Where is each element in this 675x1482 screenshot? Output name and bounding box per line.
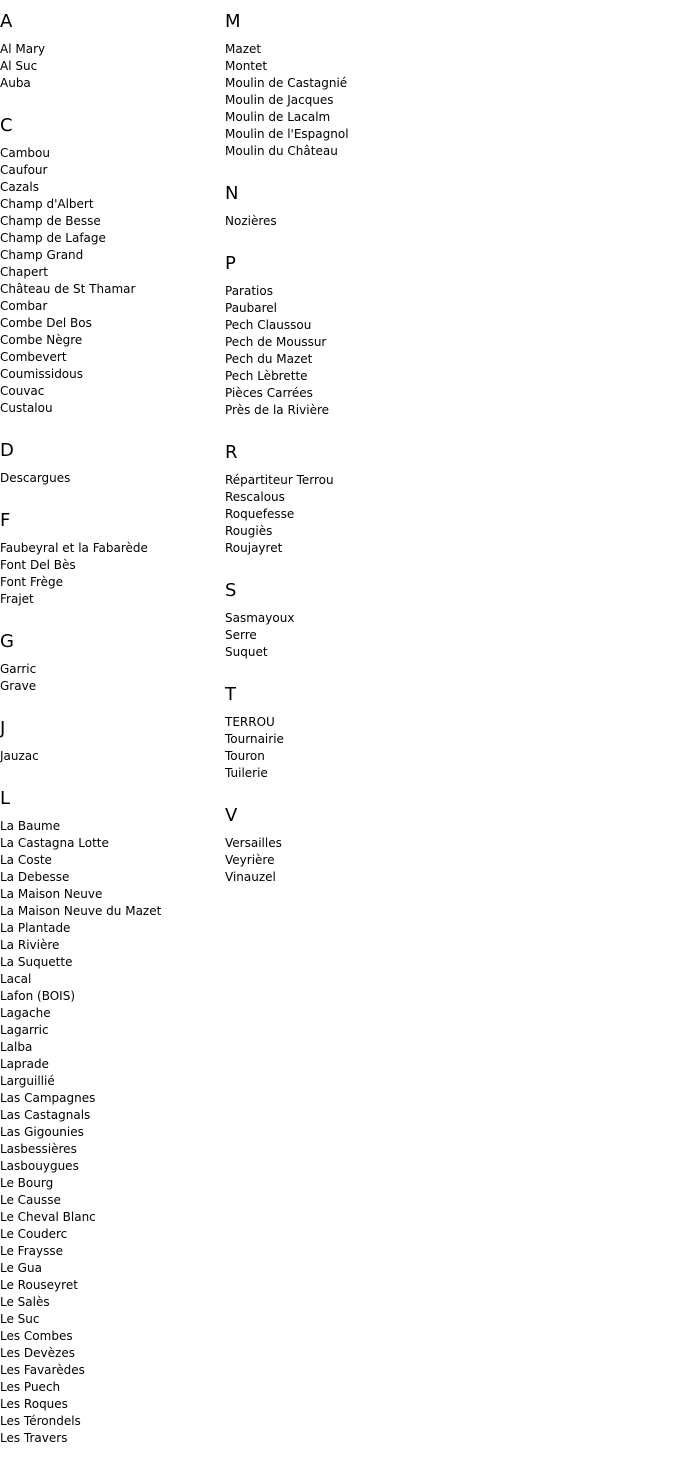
place-link[interactable]: Le Causse — [0, 1193, 61, 1207]
list-item — [0, 1328, 225, 1345]
letter-section — [225, 683, 450, 782]
list-item — [0, 540, 225, 557]
place-link[interactable]: Al Suc — [0, 59, 38, 73]
list-item — [225, 489, 450, 506]
place-link[interactable]: Moulin de Castagnié — [225, 76, 348, 90]
list-item — [0, 591, 225, 608]
list-item — [0, 574, 225, 591]
list-item — [225, 213, 450, 230]
list-item — [225, 41, 450, 58]
letter-section — [225, 10, 450, 160]
list-item — [225, 610, 450, 627]
place-link[interactable]: Touron — [225, 749, 265, 763]
list-item — [0, 1022, 225, 1039]
list-item — [0, 1226, 225, 1243]
place-link[interactable]: Versailles — [225, 836, 282, 850]
place-link[interactable]: Cambou — [0, 146, 50, 160]
place-link[interactable]: Le Bourg — [0, 1176, 54, 1190]
place-list — [225, 283, 450, 419]
list-item — [0, 1124, 225, 1141]
list-item — [225, 283, 450, 300]
list-item — [0, 1039, 225, 1056]
section-letter-heading: R — [225, 442, 238, 463]
list-item — [0, 1141, 225, 1158]
place-link[interactable]: Suquet — [225, 645, 268, 659]
list-item — [225, 714, 450, 731]
place-link[interactable]: Caufour — [0, 163, 48, 177]
place-link[interactable]: Cazals — [0, 180, 39, 194]
list-item — [225, 75, 450, 92]
place-link[interactable]: Champ d'Albert — [0, 197, 94, 211]
section-letter-heading: D — [0, 440, 14, 461]
list-item — [0, 971, 225, 988]
list-item — [0, 1192, 225, 1209]
place-link[interactable]: Larguillié — [0, 1074, 55, 1088]
list-item — [0, 557, 225, 574]
list-item — [225, 540, 450, 557]
list-item — [0, 315, 225, 332]
list-item — [0, 1090, 225, 1107]
place-link[interactable]: Pech Claussou — [225, 318, 312, 332]
place-link[interactable]: Lasbessières — [0, 1142, 77, 1156]
place-link[interactable]: Les Devèzes — [0, 1346, 75, 1360]
list-item — [0, 58, 225, 75]
list-item — [0, 954, 225, 971]
list-item — [225, 765, 450, 782]
list-item — [225, 402, 450, 419]
list-item — [0, 1073, 225, 1090]
list-item — [225, 126, 450, 143]
list-item — [0, 1175, 225, 1192]
place-link[interactable]: Roquefesse — [225, 507, 295, 521]
place-list — [0, 540, 225, 608]
place-link[interactable]: Lafon (BOIS) — [0, 989, 76, 1003]
place-link[interactable]: Couvac — [0, 384, 45, 398]
place-link[interactable]: Les Puech — [0, 1380, 61, 1394]
place-link[interactable]: La Suquette — [0, 955, 73, 969]
place-link[interactable]: Rescalous — [225, 490, 285, 504]
index-column-right — [225, 10, 450, 908]
place-link[interactable]: Les Térondels — [0, 1414, 81, 1428]
place-list — [225, 41, 450, 160]
place-list — [225, 610, 450, 661]
section-letter-heading: F — [0, 510, 11, 531]
place-link[interactable]: Jauzac — [0, 749, 39, 763]
letter-section — [0, 717, 225, 765]
section-letter-heading: C — [0, 115, 13, 136]
list-item — [0, 903, 225, 920]
place-link[interactable]: Las Gigounies — [0, 1125, 84, 1139]
list-item — [225, 852, 450, 869]
list-item — [0, 332, 225, 349]
section-letter-heading: G — [0, 631, 14, 652]
place-link[interactable]: Roujayret — [225, 541, 283, 555]
list-item — [225, 869, 450, 886]
place-link[interactable]: Faubeyral et la Fabarède — [0, 541, 148, 555]
list-item — [225, 506, 450, 523]
place-link[interactable]: Champ de Lafage — [0, 231, 106, 245]
list-item — [0, 1362, 225, 1379]
section-letter-heading: T — [225, 684, 236, 705]
letter-section — [225, 252, 450, 419]
place-link[interactable]: Lacal — [0, 972, 32, 986]
place-link[interactable]: Champ de Besse — [0, 214, 101, 228]
letter-section — [0, 114, 225, 417]
place-link[interactable]: Le Fraysse — [0, 1244, 63, 1258]
list-item — [0, 748, 225, 765]
letter-section — [0, 439, 225, 487]
list-item — [0, 1379, 225, 1396]
place-link[interactable]: Pièces Carrées — [225, 386, 313, 400]
place-link[interactable]: Combe Nègre — [0, 333, 83, 347]
section-letter-heading: J — [0, 718, 6, 739]
place-link[interactable]: Combar — [0, 299, 48, 313]
list-item — [0, 1396, 225, 1413]
list-item — [225, 472, 450, 489]
place-link[interactable]: Grave — [0, 679, 37, 693]
list-item — [225, 300, 450, 317]
letter-section — [0, 509, 225, 608]
place-link[interactable]: Vinauzel — [225, 870, 276, 884]
place-link[interactable]: Château de St Thamar — [0, 282, 136, 296]
place-list — [225, 472, 450, 557]
list-item — [0, 281, 225, 298]
place-link[interactable]: La Debesse — [0, 870, 70, 884]
list-item — [0, 852, 225, 869]
place-link[interactable]: Tuilerie — [225, 766, 268, 780]
list-item — [0, 937, 225, 954]
place-list — [0, 661, 225, 695]
place-link[interactable]: Les Combes — [0, 1329, 73, 1343]
list-item — [225, 644, 450, 661]
place-link[interactable]: Paubarel — [225, 301, 278, 315]
place-link[interactable]: Font Frège — [0, 575, 64, 589]
list-item — [0, 179, 225, 196]
list-item — [0, 1311, 225, 1328]
place-link[interactable]: Laprade — [0, 1057, 49, 1071]
place-link[interactable]: Font Del Bès — [0, 558, 76, 572]
place-link[interactable]: Chapert — [0, 265, 48, 279]
place-link[interactable]: La Plantade — [0, 921, 71, 935]
list-item — [0, 1243, 225, 1260]
place-link[interactable]: Garric — [0, 662, 37, 676]
list-item — [0, 470, 225, 487]
section-letter-heading: V — [225, 805, 238, 826]
place-link[interactable]: TERROU — [225, 715, 275, 729]
place-link[interactable]: Moulin de l'Espagnol — [225, 127, 349, 141]
list-item — [0, 1005, 225, 1022]
list-item — [0, 920, 225, 937]
list-item — [0, 145, 225, 162]
place-link[interactable]: La Baume — [0, 819, 61, 833]
list-item — [225, 317, 450, 334]
list-item — [225, 368, 450, 385]
place-list — [0, 41, 225, 92]
list-item — [0, 349, 225, 366]
place-link[interactable]: Répartiteur Terrou — [225, 473, 334, 487]
place-link[interactable]: Montet — [225, 59, 268, 73]
list-item — [0, 1345, 225, 1362]
index-column-left — [0, 10, 225, 1469]
list-item — [0, 298, 225, 315]
place-list — [0, 470, 225, 487]
place-link[interactable]: Combe Del Bos — [0, 316, 92, 330]
list-item — [0, 1413, 225, 1430]
list-item — [0, 366, 225, 383]
list-item — [0, 869, 225, 886]
list-item — [0, 1056, 225, 1073]
section-letter-heading: M — [225, 11, 241, 32]
place-link[interactable]: Champ Grand — [0, 248, 84, 262]
place-link[interactable]: Moulin de Lacalm — [225, 110, 331, 124]
place-link[interactable]: Pech Lèbrette — [225, 369, 308, 383]
list-item — [0, 41, 225, 58]
list-item — [0, 818, 225, 835]
section-letter-heading: A — [0, 11, 13, 32]
place-link[interactable]: Pech du Mazet — [225, 352, 313, 366]
place-link[interactable]: Près de la Rivière — [225, 403, 330, 417]
place-link[interactable]: Le Couderc — [0, 1227, 68, 1241]
place-link[interactable]: La Maison Neuve — [0, 887, 103, 901]
letter-section — [225, 579, 450, 661]
list-item — [225, 731, 450, 748]
list-item — [0, 661, 225, 678]
list-item — [225, 109, 450, 126]
place-link[interactable]: La Castagna Lotte — [0, 836, 109, 850]
list-item — [0, 196, 225, 213]
place-link[interactable]: Mazet — [225, 42, 262, 56]
letter-section — [0, 10, 225, 92]
place-link[interactable]: Coumissidous — [0, 367, 84, 381]
list-item — [225, 748, 450, 765]
list-item — [0, 1294, 225, 1311]
place-link[interactable]: Combevert — [0, 350, 67, 364]
list-item — [0, 400, 225, 417]
letter-section — [0, 630, 225, 695]
list-item — [0, 75, 225, 92]
list-item — [0, 162, 225, 179]
place-link[interactable]: Frajet — [0, 592, 34, 606]
list-item — [0, 1158, 225, 1175]
place-link[interactable]: Le Gua — [0, 1261, 42, 1275]
place-link[interactable]: Pech de Moussur — [225, 335, 327, 349]
list-item — [225, 143, 450, 160]
place-link[interactable]: Lagarric — [0, 1023, 49, 1037]
place-link[interactable]: Les Favarèdes — [0, 1363, 85, 1377]
place-link[interactable]: Auba — [0, 76, 31, 90]
list-item — [225, 92, 450, 109]
place-link[interactable]: Al Mary — [0, 42, 46, 56]
place-link[interactable]: Les Travers — [0, 1431, 68, 1445]
section-letter-heading: N — [225, 183, 239, 204]
section-letter-heading: L — [0, 788, 11, 809]
place-link[interactable]: Le Rouseyret — [0, 1278, 78, 1292]
place-link[interactable]: Sasmayoux — [225, 611, 295, 625]
place-link[interactable]: Lasbouygues — [0, 1159, 79, 1173]
list-item — [0, 988, 225, 1005]
place-list — [0, 818, 225, 1447]
list-item — [0, 247, 225, 264]
list-item — [225, 627, 450, 644]
list-item — [225, 351, 450, 368]
list-item — [0, 213, 225, 230]
place-link[interactable]: Lagache — [0, 1006, 51, 1020]
place-link[interactable]: Serre — [225, 628, 257, 642]
place-link[interactable]: Descargues — [0, 471, 71, 485]
letter-section — [225, 441, 450, 557]
letter-section — [0, 787, 225, 1447]
letter-section — [225, 804, 450, 886]
place-list — [225, 835, 450, 886]
place-link[interactable]: Veyrière — [225, 853, 275, 867]
list-item — [225, 334, 450, 351]
place-link[interactable]: Lalba — [0, 1040, 33, 1054]
place-link[interactable]: Tournairie — [225, 732, 284, 746]
list-item — [225, 385, 450, 402]
place-link[interactable]: Las Castagnals — [0, 1108, 91, 1122]
list-item — [0, 678, 225, 695]
place-list — [225, 714, 450, 782]
place-list — [0, 145, 225, 417]
place-link[interactable]: Rougiès — [225, 524, 273, 538]
place-link[interactable]: Custalou — [0, 401, 53, 415]
list-item — [0, 1209, 225, 1226]
place-list — [0, 748, 225, 765]
list-item — [0, 1260, 225, 1277]
place-link[interactable]: Paratios — [225, 284, 273, 298]
place-link[interactable]: Moulin du Château — [225, 144, 338, 158]
place-link[interactable]: Les Roques — [0, 1397, 68, 1411]
list-item — [0, 1430, 225, 1447]
list-item — [0, 383, 225, 400]
place-link[interactable]: La Rivière — [0, 938, 60, 952]
list-item — [0, 1107, 225, 1124]
list-item — [0, 835, 225, 852]
place-link[interactable]: La Maison Neuve du Mazet — [0, 904, 162, 918]
list-item — [0, 1277, 225, 1294]
place-list — [225, 213, 450, 230]
list-item — [225, 835, 450, 852]
section-letter-heading: S — [225, 580, 237, 601]
place-link[interactable]: Nozières — [225, 214, 277, 228]
list-item — [225, 58, 450, 75]
letter-section — [225, 182, 450, 230]
place-link[interactable]: Le Suc — [0, 1312, 40, 1326]
list-item — [225, 523, 450, 540]
place-link[interactable]: Las Campagnes — [0, 1091, 96, 1105]
section-letter-heading: P — [225, 253, 236, 274]
place-link[interactable]: Le Salès — [0, 1295, 50, 1309]
list-item — [0, 230, 225, 247]
list-item — [0, 886, 225, 903]
list-item — [0, 264, 225, 281]
place-link[interactable]: La Coste — [0, 853, 52, 867]
place-link[interactable]: Le Cheval Blanc — [0, 1210, 96, 1224]
place-link[interactable]: Moulin de Jacques — [225, 93, 334, 107]
